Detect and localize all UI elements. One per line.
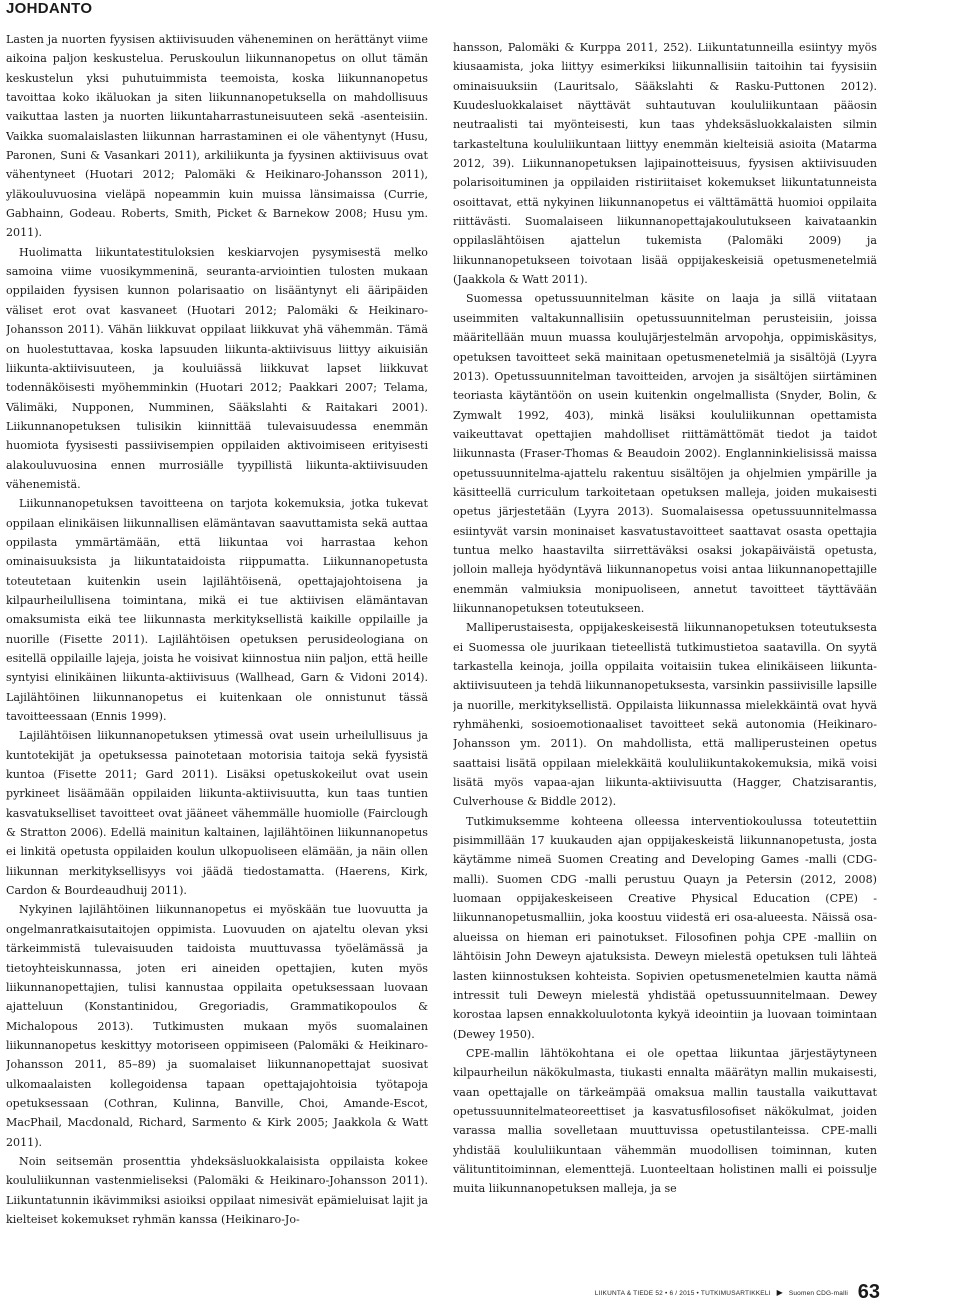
paragraph: CPE-mallin lähtökohtana ei ole opettaa liikuntaa järjestäytyneen kilpaurheilun näkökulmasta, tiukasti ennalta määrätyn mallin mukaisesti, vaan opettajalle on tärkeämpää omaksua mallin taustalla vaikuttavat opetussuunnitelmateoreettiset ja kasvatusfilosofiset näkökulmat, joiden varassa mallia sovelletaan muuttuvissa opetustilanteissa. CPE-malli yhdistää koululiikuntaan vähemmän muodollisen toiminnan, kuten välituntitoiminnan, elementtejä. Luonteeltaan holistinen malli ei poissulje muita liikunnanopetuksen malleja, ja se <box>453 1046 877 1196</box>
paragraph: hansson, Palomäki & Kurppa 2011, 252). Liikuntatunneilla esiintyy myös kiusaamista, joka liittyy esimerkiksi liikunnallisiin taitoihin tai fyysisiin ominaisuuksiin (Lauritsalo, Sääkslahti & Rasku-Puttonen 2012). Kuudesluokkalaiset näyttävät suhtautuvan koululiikuntaan pääosin neutraalisti tai myönteisesti, kun taas yhdeksäsluokkalaisten silmin tarkasteltuna koululiikuntaan liittyy enemmän kielteisiä asioita (Matarma 2012, 39). Liikunnanopetuksen lajipainotteisuus, fyysisen aktiivisuuden polarisoituminen ja oppilaiden ristiriitaiset kokemukset liikuntatunneista osoittavat, että nykyinen liikunnanopetus ei välttämättä huomioi oppilaita riittävästi. Suomalaiseen liikunnanopettajakoulutukseen kaivataankin oppilaslähtöisen ajattelun tukemista (Palomäki 2009) ja liikunnanopetukseen toivotaan lisää oppijakeskeisiä opetusmenetelmiä (Jaakkola & Watt 2011). <box>453 41 877 287</box>
paragraph: Huolimatta liikuntatestituloksien keskiarvojen pysymisestä melko samoina viime vuosikymmeninä, seuranta-arviointien tulosten mukaan oppilaiden fyysisen kunnon polarisaatio on lisääntynyt eli ääripäiden väliset erot ovat kasvaneet (Huotari 2012; Palomäki & Heikinaro-Johansson 2011). Vähän liikkuvat oppilaat liikkuvat yhä vähemmän. Tämä on huolestuttavaa, koska lapsuuden liikunta-aktiivisuus liittyy aikuisiän liikunta-aktiivisuuteen, ja kouluiässä liikkuvat lapset liikkuvat todennäköisesti myöhemminkin (Huotari 2012; Paakkari 2007; Telama, Välimäki, Nupponen, Numminen, Sääkslahti & Raitakari 2001). Liikunnanopetuksen tulisikin kiinnittää tulevaisuudessa enemmän huomiota fyysisesti passiivisempien oppilaiden aktivoimiseen erityisesti alakouluvuosina ennen murrosiälle tyypillistä liikunta-aktiivisuuden vähenemistä. <box>6 245 428 491</box>
right-column <box>453 38 877 1273</box>
paragraph: Malliperustaisesta, oppijakeskeisestä liikunnanopetuksen toteutuksesta ei Suomessa ole juurikaan tieteellistä tutkimustietoa saatavilla. On syytä tarkastella keinoja, joilla oppilaita voitaisiin tukea elinikäiseen liikunta-aktiivisuuteen ja tehdä liikunnanopetuksesta, varsinkin passiivisille lapsille ja nuorille, merkityksellistä. Oppilaista liikunnassa mielekkäintä ovat hyvä ryhmähenki, sosioemotionaaliset tavoitteet sekä autonomia (Heikinaro-Johansson ym. 2011). On mahdollista, että malliperusteinen opetus saattaisi lisätä oppilaan mielekkäitä koululiikuntakokemuksia, mikä voisi lisätä myös vapaa-ajan liikunta-aktiivisuutta (Hagger, Chatzisarantis, Culverhouse & Biddle 2012). <box>453 621 877 809</box>
double-arrow-icon: ▶ <box>776 1288 783 1297</box>
paragraph: Lajilähtöisen liikunnanopetuksen ytimessä ovat usein urheilullisuus ja kuntotekijät ja opetuksessa painotetaan motorisia taitoja sekä fyysistä kuntoa (Fisette 2011; Gard 2011). Lisäksi opetuskokeilut ovat usein pyrkineet lisäämään oppilaiden liikunta-aktiivisuutta, kun taas tuntien kasvatukselliset tavoitteet ovat jääneet vähemmälle huomiolle (Fairclough & Stratton 2006). Edellä mainitun kaltainen, lajilähtöinen liikunnanopetus ei linkitä opetusta oppilaiden koulun ulkopuoliseen elämään, ja näin ollen liikunnan merkityksellisyys voi jäädä tiedostamatta. (Haerens, Kirk, Cardon & Bourdeaudhuij 2011). <box>6 729 428 898</box>
page-footer <box>595 1282 848 1300</box>
left-column <box>6 30 428 1265</box>
paragraph: Suomessa opetussuunnitelman käsite on laaja ja sillä viitataan useimmiten valtakunnallisiin opetussuunnitelman perusteisiin, joissa määritellään muun muassa koulujärjestelmän arvopohja, oppimiskäsitys, opetuksen tavoitteet sekä mainitaan opetusmenetelmiä ja sisältöjä (Lyyra 2013). Opetussuunnitelman tavoitteiden, arvojen ja sisältöjen siirtäminen teoriasta käytäntöön on usein kuitenkin ongelmallista (Snyder, Bolin, & Zymwalt 1992, 403), minkä lisäksi koululiikunnan opettamista vaikeuttavat opettajien mahdolliset riittämättömät tiedot ja taidot liikunnasta (Fraser-Thomas & Beaudoin 2002). Englanninkielisissä maissa opetussuunnitelma-ajattelu rakentuu sisältöjen ja ohjelmien ympärille ja käsitteellä curriculum tarkoitetaan opetuksen malleja, joiden mukaisesti opetus järjestetään (Lyyra 2013). Suomalaisessa opetussuunnitelmassa esiintyvät varsin moninaiset kasvatustavoitteet saattavat osasta opettajia tuntua melko haastavilta siirrettäväksi osaksi jokapäiväistä opetusta, jolloin malleja hyödyntävä liikunnanopetus voisi antaa liikunnanopettajille enemmän valmiuksia monipuoliseen, annetut tavoitteet täyttävään liikunnanopetuksen toteutukseen. <box>453 292 877 615</box>
paragraph: Tutkimuksemme kohteena olleessa interventiokoulussa toteutettiin pisimmillään 17 kuukauden ajan oppijakeskeistä liikunnanopetusta, josta käytämme nimeä Suomen Creating and Developing Games -malli (CDG-malli). Suomen CDG -malli perustuu Quayn ja Petersin (2012, 2008) luomaan oppijakeskeiseen Creative Physical Education (CPE) -liikunnanopetusmalliin, joka koostuu viidestä eri osa-alueesta. Näissä osa-alueissa on hieman eri painotukset. Filosofinen pohja CPE -malliin on lähtöisin John Deweyn ajatuksista. Deweyn mielestä opetuksen tuli lähteä lasten kiinnostuksen kohteista. Sopivien opetusmenetelmien kautta nämä intressit tuli Deweyn mielestä yhdistää opetussuunnitelmaan. Dewey korostaa lapsen ennakkoluulotonta kykyä ideointiin ja luovaan toimintaan (Dewey 1950). <box>453 814 877 1041</box>
section-title: JOHDANTO <box>6 0 93 17</box>
article-short-title: Suomen CDG-malli <box>788 1290 848 1297</box>
paragraph: Lasten ja nuorten fyysisen aktiivisuuden väheneminen on herättänyt viime aikoina paljon keskustelua. Peruskoulun liikunnanopetus on ollut tämän keskustelun yksi puhutuimmista teemoista, koska liikunnanopetus tavoittaa koko ikäluokan ja siten liikunnanopetuksella on mahdollisuus vaikuttaa lasten ja nuorten liikuntaharrastuneisuuteen sekä -asenteisiin. Vaikka suomalaislasten liikunnan harrastaminen ei ole vähentynyt (Husu, Paronen, Suni & Vasankari 2011), arkiliikunta ja fyysinen aktiivisuus ovat vähentyneet (Huotari 2012; Palomäki & Heikinaro-Johansson 2011), yläkouluvuosina vieläpä nopeammin kuin muissa länsimaissa (Currie, Gabhainn, Godeau. Roberts, Smith, Picket & Barnekow 2008; Husu ym. 2011). <box>6 33 428 240</box>
paragraph: Nykyinen lajilähtöinen liikunnanopetus ei myöskään tue luovuutta ja ongelmanratkaisutaitojen oppimista. Luovuuden on ajateltu olevan yksi tärkeimmistä tulevaisuuden taidoista muuttuvassa työelämässä ja tietoyhteiskunnassa, joten eri aineiden opettajien, kuten myös liikunnanopettajien, tulisi kannustaa oppilaita opetuksessaan luovaan ajatteluun (Konstantinidou, Gregoriadis, Grammatikopoulos & Michalopous 2013). Tutkimusten mukaan myös suomalainen liikunnanopetus keskittyy motoriseen oppimiseen (Palomäki & Heikinaro-Johansson 2011, 85–89) ja suomalaiset liikunnanopettajat suosivat ulkomaalaisten kollegoidensa tapaan opettajajohtoisia työtapoja opetuksessaan (Cothran, Kulinna, Banville, Choi, Amande-Escot, MacPhail, Macdonald, Richard, Sarmento & Kirk 2005; Jaakkola & Watt 2011). <box>6 903 428 1149</box>
journal-info: LIIKUNTA & TIEDE 52 • 6 / 2015 • TUTKIMUSARTIKKELI <box>594 1290 771 1297</box>
paragraph: Noin seitsemän prosenttia yhdeksäsluokkalaisista oppilaista kokee koululiikunnan vastenmieliseksi (Palomäki & Heikinaro-Johansson 2011). Liikuntatunnin ikävimmiksi asioiksi oppilaat nimesivät epämieluisat lajit ja kielteiset kokemukset ryhmän kanssa (Heikinaro-Jo- <box>6 1154 428 1226</box>
page-number: 63 <box>857 1281 880 1303</box>
paragraph: Liikunnanopetuksen tavoitteena on tarjota kokemuksia, jotka tukevat oppilaan elinikäisen liikunnallisen elämäntavan saavuttamista sekä auttaa oppilasta ymmärtämään, että liikuntaa voi harrastaa kehon ominaisuuksista ja liikuntataidoista riippumatta. Liikunnanopetusta toteutetaan kuitenkin usein lajilähtöisenä, opettajajohtoisena ja kilpaurheilullisena toimintana, mikä ei tue aktiivisen elämäntavan omaksumista eikä tee liikunnasta merkityksellistä kaikille oppilaille ja nuorille (Fisette 2011). Lajilähtöisen opetuksen perusideologiana on esitellä oppilaille lajeja, joista he voisivat kiinnostua niin paljon, että heille syntyisi elinikäinen liikunta-aktiivisuus (Wallhead, Garn & Vidoni 2014). Lajilähtöinen liikunnanopetus ei kuitenkaan ole onnistunut tässä tavoitteessaan (Ennis 1999). <box>6 497 428 724</box>
